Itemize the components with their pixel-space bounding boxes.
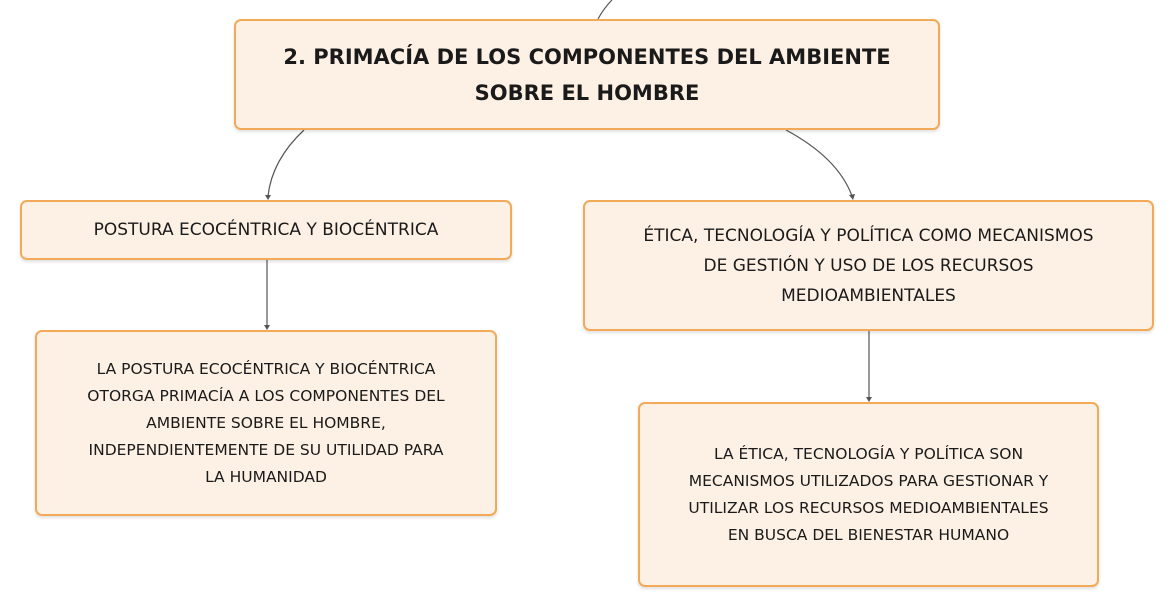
right-child-line-3: UTILIZAR LOS RECURSOS MEDIOAMBIENTALES <box>688 498 1049 517</box>
left-branch-title: POSTURA ECOCÉNTRICA Y BIOCÉNTRICA <box>93 220 439 240</box>
left-child-line-1: LA POSTURA ECOCÉNTRICA Y BIOCÉNTRICA <box>96 359 436 378</box>
root-topic-text <box>257 39 917 111</box>
left-child-node[interactable] <box>35 330 497 516</box>
right-child-line-4: EN BUSCA DEL BIENESTAR HUMANO <box>727 525 1010 544</box>
right-branch-line-2: DE GESTIÓN Y USO DE LOS RECURSOS <box>703 255 1034 276</box>
right-child-line-1: LA ÉTICA, TECNOLOGÍA Y POLÍTICA SON <box>713 444 1024 463</box>
left-child-line-5: LA HUMANIDAD <box>205 467 327 486</box>
left-child-line-4: INDEPENDIENTEMENTE DE SU UTILIDAD PARA <box>88 440 444 459</box>
left-branch-node[interactable] <box>20 200 512 260</box>
connector-root-to-left <box>268 130 304 196</box>
root-topic-line-1: 2. PRIMACÍA DE LOS COMPONENTES DEL AMBIENTE <box>283 44 891 69</box>
root-topic-line-2: SOBRE EL HOMBRE <box>474 80 700 105</box>
right-branch-node[interactable] <box>583 200 1154 331</box>
root-topic-node[interactable] <box>234 19 940 130</box>
right-child-node[interactable] <box>638 402 1099 587</box>
left-child-text <box>47 356 485 491</box>
connector-parent-to-root <box>598 0 612 19</box>
left-child-line-2: OTORGA PRIMACÍA A LOS COMPONENTES DEL <box>87 386 445 405</box>
right-child-line-2: MECANISMOS UTILIZADOS PARA GESTIONAR Y <box>688 471 1049 490</box>
right-branch-line-1: ÉTICA, TECNOLOGÍA Y POLÍTICA COMO MECANISMOS <box>643 225 1094 246</box>
left-child-line-3: AMBIENTE SOBRE EL HOMBRE, <box>146 413 386 432</box>
right-branch-text <box>595 221 1142 311</box>
right-child-text <box>650 441 1087 549</box>
right-branch-line-3: MEDIOAMBIENTALES <box>781 285 956 306</box>
connector-root-to-right <box>786 130 852 196</box>
